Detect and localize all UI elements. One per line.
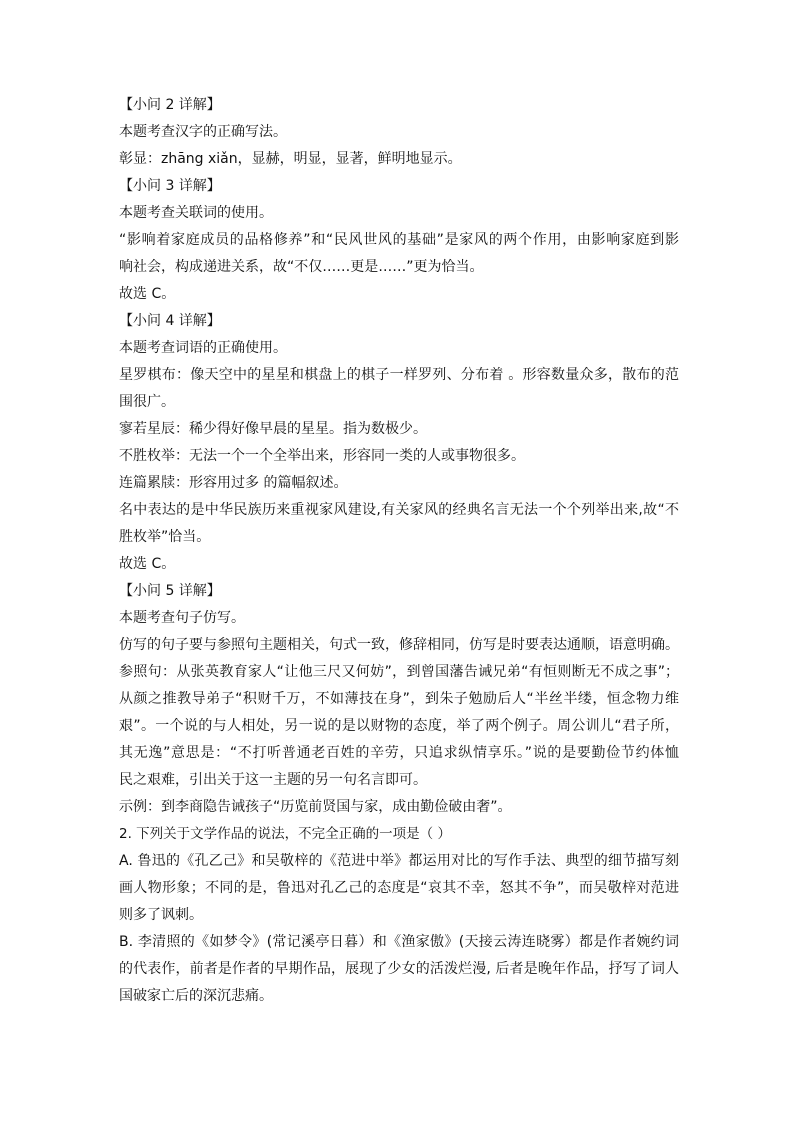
text-line: 参照句：从张英教育家人“让他三尺又何妨”，到曾国藩告诫兄弟“有恒则断无不成之事”； [119, 664, 679, 680]
text-line: “影响着家庭成员的品格修养”和“民风世风的基础”是家风的两个作用，由影响家庭到影 [119, 232, 679, 248]
text-line: 画人物形象；不同的是，鲁迅对孔乙己的态度是“哀其不幸，怒其不争”，而吴敬梓对范进 [119, 880, 679, 896]
text-line: 名中表达的是中华民族历来重视家风建设,有关家风的经典名言无法一个个列举出来,故“不 [119, 502, 679, 518]
text-line: A. 鲁迅的《孔乙己》和吴敬梓的《范进中举》都运用对比的写作手法、典型的细节描写刻 [119, 853, 679, 869]
text-line: 本题考查关联词的使用。 [119, 205, 273, 221]
text-line: 围很广。 [119, 394, 175, 410]
text-line: 则多了讽刺。 [119, 907, 203, 923]
text-line: 不胜枚举：无法一个一个全举出来，形容同一类的人或事物很多。 [119, 448, 525, 464]
text-line: 民之艰难，引出关于这一主题的另一句名言即可。 [119, 772, 427, 788]
text-line: 本题考查句子仿写。 [119, 610, 245, 626]
question-stem: 2. 下列关于文学作品的说法，不完全正确的一项是（ ） [119, 826, 451, 842]
text-line: B. 李清照的《如梦令》(常记溪亭日暮）和《渔家傲》(天接云涛连晓雾）都是作者婉约词 [119, 934, 679, 950]
text-line: 彰显：zhāng xiǎn，显赫，明显，显著，鲜明地显示。 [119, 151, 462, 167]
text-line: 示例：到李商隐告诫孩子“历览前贤国与家，成由勤俭破由奢”。 [119, 799, 512, 815]
section-heading: 【小问 5 详解】 [119, 583, 221, 599]
text-line: 星罗棋布：像天空中的星星和棋盘上的棋子一样罗列、分布着 。形容数量众多，散布的范 [119, 367, 679, 383]
text-line: 仿写的句子要与参照句主题相关，句式一致，修辞相同，仿写是时要表达通顺，语意明确。 [119, 637, 679, 653]
text-line: 从颜之推教导弟子“积财千万，不如薄技在身”，到朱子勉励后人“半丝半缕，恒念物力维 [119, 691, 679, 707]
text-line: 艰”。一个说的与人相处，另一说的是以财物的态度，举了两个例子。周公训儿“君子所， [119, 718, 679, 734]
text-line: 寥若星辰：稀少得好像早晨的星星。指为数极少。 [119, 421, 427, 437]
section-heading: 【小问 2 详解】 [119, 97, 221, 113]
document-body [119, 92, 679, 1010]
text-line: 故选 C。 [119, 556, 176, 572]
text-line: 响社会，构成递进关系，故“不仅……更是……”更为恰当。 [119, 259, 484, 275]
section-heading: 【小问 3 详解】 [119, 178, 221, 194]
text-line: 本题考查汉字的正确写法。 [119, 124, 287, 140]
text-line: 本题考查词语的正确使用。 [119, 340, 287, 356]
text-line: 国破家亡后的深沉悲痛。 [119, 988, 273, 1004]
section-heading: 【小问 4 详解】 [119, 313, 221, 329]
text-line: 的代表作，前者是作者的早期作品，展现了少女的活泼烂漫, 后者是晚年作品，抒写了词人 [119, 961, 679, 977]
text-line: 胜枚举”恰当。 [119, 529, 211, 545]
text-line: 故选 C。 [119, 286, 176, 302]
text-line: 连篇累牍：形容用过多 的篇幅叙述。 [119, 475, 348, 491]
text-line: 其无逸”意思是：“不打听普通老百姓的辛劳，只追求纵情享乐。”说的是要勤俭节约体恤 [119, 745, 679, 761]
